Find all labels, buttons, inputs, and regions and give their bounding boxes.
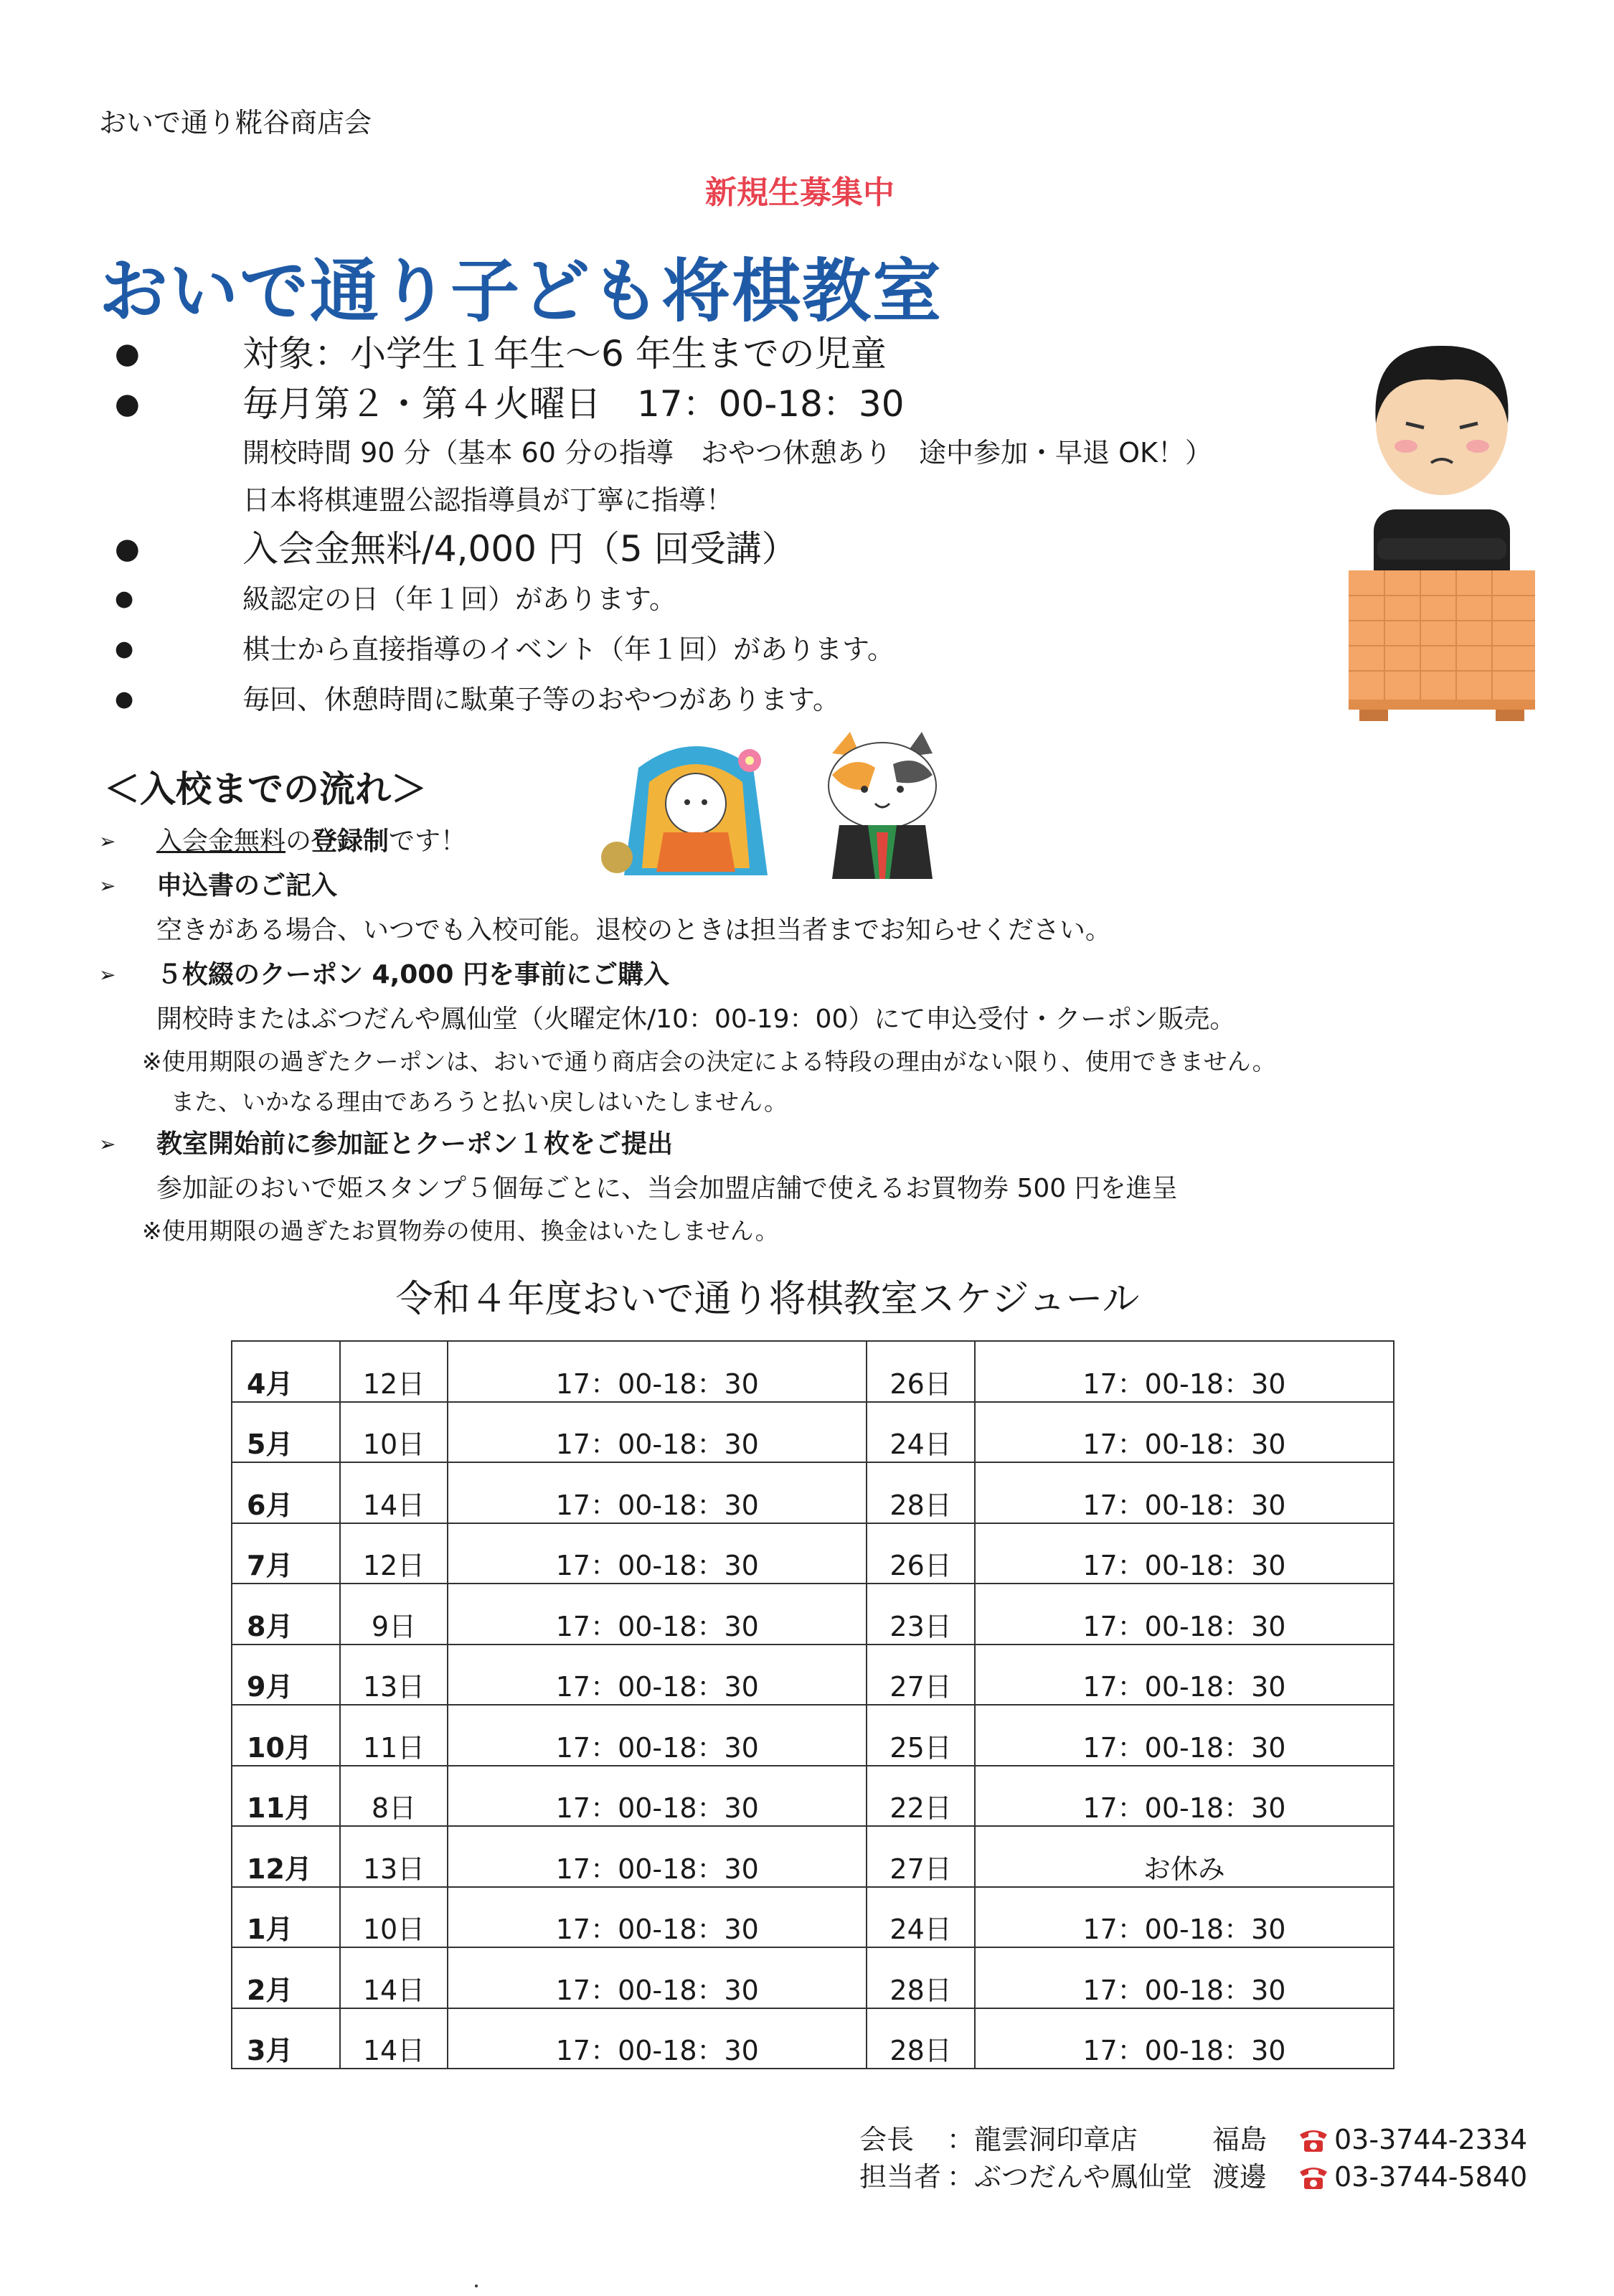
- bullet-text: 毎月第２・第４火曜日 17：00-18：30: [242, 383, 905, 425]
- arrow-icon: ➢: [99, 829, 116, 853]
- bullet-target: [115, 329, 1327, 379]
- schedule-date-1: 14日: [340, 1462, 448, 1523]
- bullet-text: 級認定の日（年１回）があります。: [242, 583, 676, 615]
- contact-tel: 03-3744-2334: [1334, 2124, 1528, 2155]
- bullet-icon: ●: [115, 387, 140, 420]
- flow-text: の: [285, 827, 312, 856]
- flow-item-note: ※使用期限の過ぎたクーポンは、おいで通り商店会の決定による特段の理由がない限り、使用できません。: [142, 1048, 1276, 1076]
- recruiting-banner: 新規生募集中: [705, 174, 895, 211]
- schedule-time-2: 17：00-18：30: [975, 1887, 1394, 1948]
- schedule-date-1: 13日: [340, 1826, 448, 1887]
- telephone-icon: [1297, 2163, 1330, 2191]
- schedule-row: [232, 1341, 1394, 1402]
- schedule-time-1: 17：00-18：30: [448, 1584, 867, 1645]
- schedule-row: [232, 1402, 1394, 1463]
- schedule-date-1: 10日: [340, 1887, 448, 1948]
- schedule-date-2: 27日: [867, 1645, 974, 1705]
- flow-item-submit: [99, 1122, 1498, 1251]
- schedule-date-1: 10日: [340, 1402, 448, 1463]
- contact-role: 担当者: [859, 2161, 942, 2193]
- schedule-time-2: 17：00-18：30: [975, 1645, 1394, 1705]
- schedule-month: 2月: [232, 1947, 340, 2008]
- registration-text: 登録制: [311, 827, 390, 856]
- schedule-time-2: 17：00-18：30: [975, 1705, 1394, 1766]
- contact-org: ：ぶつだんや鳳仙堂: [947, 2161, 1193, 2193]
- contact-name: 福島: [1212, 2124, 1268, 2155]
- contact-org: ：龍雲洞印章店: [947, 2124, 1138, 2155]
- scan-speck: [475, 2285, 478, 2287]
- bullet-text: 入会金無料/4,000 円（5 回受講）: [242, 528, 798, 570]
- schedule-date-2: 26日: [867, 1341, 974, 1402]
- bullet-snack: [115, 674, 1327, 725]
- schedule-date-2: 27日: [867, 1826, 974, 1887]
- schedule-row: [232, 1462, 1394, 1523]
- schedule-row: [232, 1947, 1394, 2008]
- schedule-time-1: 17：00-18：30: [448, 1705, 867, 1766]
- bullet-event: [115, 624, 1327, 674]
- flow-item-application: [99, 864, 1498, 953]
- enrollment-flow: [99, 819, 1498, 1251]
- schedule-time-2: 17：00-18：30: [975, 1766, 1394, 1827]
- schedule-time-2: 17：00-18：30: [975, 1341, 1394, 1402]
- schedule-month: 3月: [232, 2008, 340, 2069]
- contact-role: 会長: [859, 2124, 915, 2155]
- schedule-date-1: 8日: [340, 1766, 448, 1827]
- flow-item-registration: [99, 819, 1498, 864]
- bullet-text: 毎回、休憩時間に駄菓子等のおやつがあります。: [242, 684, 840, 715]
- schedule-time-2: 17：00-18：30: [975, 1402, 1394, 1463]
- arrow-icon: ➢: [99, 1132, 116, 1156]
- page-title: おいで通り子ども将棋教室: [99, 251, 943, 331]
- schedule-time-1: 17：00-18：30: [448, 1462, 867, 1523]
- bullet-icon: ●: [115, 687, 134, 712]
- schedule-date-1: 12日: [340, 1523, 448, 1584]
- bullet-fee: [115, 524, 1327, 574]
- arrow-icon: ➢: [99, 963, 116, 987]
- contact-staff: [859, 2158, 1527, 2196]
- schedule-month: 4月: [232, 1341, 340, 1402]
- free-fee-text: 入会金無料: [156, 827, 286, 856]
- association-name: おいで通り糀谷商店会: [99, 107, 372, 138]
- schedule-month: 5月: [232, 1402, 340, 1463]
- schedule-time-2: 17：00-18：30: [975, 2008, 1394, 2069]
- schedule-month: 10月: [232, 1705, 340, 1766]
- schedule-time-1: 17：00-18：30: [448, 1766, 867, 1827]
- schedule-date-1: 11日: [340, 1705, 448, 1766]
- schedule-date-2: 24日: [867, 1887, 974, 1948]
- schedule-time-1: 17：00-18：30: [448, 1947, 867, 2008]
- schedule-date-2: 25日: [867, 1705, 974, 1766]
- schedule-date-2: 28日: [867, 1462, 974, 1523]
- schedule-row: [232, 2008, 1394, 2069]
- contact-name: 渡邊: [1212, 2161, 1268, 2193]
- bullet-schedule: [115, 379, 1327, 429]
- schedule-date-1: 14日: [340, 1947, 448, 2008]
- telephone-icon: [1297, 2126, 1330, 2153]
- flow-item-heading: ５枚綴のクーポン 4,000 円を事前にご購入: [156, 960, 669, 989]
- schedule-time-2: 17：00-18：30: [975, 1523, 1394, 1584]
- schedule-time-1: 17：00-18：30: [448, 1645, 867, 1705]
- schedule-row: [232, 1887, 1394, 1948]
- schedule-time-2: 17：00-18：30: [975, 1584, 1394, 1645]
- flow-item-body: 開校時またはぶつだんや鳳仙堂（火曜定休/10：00-19：00）にて申込受付・クーポン販売。: [156, 1004, 1236, 1034]
- schedule-time-1: 17：00-18：30: [448, 1826, 867, 1887]
- schedule-date-1: 13日: [340, 1645, 448, 1705]
- bullet-grading: [115, 574, 1327, 624]
- schedule-date-1: 14日: [340, 2008, 448, 2069]
- contact-footer: [859, 2121, 1527, 2196]
- schedule-month: 9月: [232, 1645, 340, 1705]
- bullet-icon: ●: [115, 532, 140, 565]
- schedule-month: 1月: [232, 1887, 340, 1948]
- flow-item-note: また、いかなる理由であろうと払い戻しはいたしません。: [171, 1088, 788, 1116]
- flow-item-note: ※使用期限の過ぎたお買物券の使用、換金はいたしません。: [142, 1217, 779, 1245]
- schedule-row: [232, 1645, 1394, 1705]
- bullet-icon: ●: [115, 337, 140, 370]
- instructor-note: 日本将棋連盟公認指導員が丁寧に指導！: [242, 484, 734, 516]
- bullet-text: 棋士から直接指導のイベント（年１回）があります。: [242, 634, 895, 665]
- schedule-time-2: 17：00-18：30: [975, 1947, 1394, 2008]
- bullet-icon: ●: [115, 586, 134, 611]
- flow-text: です！: [389, 827, 467, 856]
- bullet-icon: ●: [115, 636, 134, 662]
- info-bullets: [115, 329, 1327, 725]
- schedule-month: 7月: [232, 1523, 340, 1584]
- flow-heading: ＜入校までの流れ＞: [104, 768, 427, 810]
- arrow-icon: ➢: [99, 874, 116, 898]
- schedule-time-2: お休み: [975, 1826, 1394, 1887]
- schedule-time-1: 17：00-18：30: [448, 1341, 867, 1402]
- schedule-time-2: 17：00-18：30: [975, 1462, 1394, 1523]
- schedule-date-2: 28日: [867, 2008, 974, 2069]
- schedule-row: [232, 1523, 1394, 1584]
- schedule-time-1: 17：00-18：30: [448, 1523, 867, 1584]
- schedule-date-1: 12日: [340, 1341, 448, 1402]
- schedule-date-1: 9日: [340, 1584, 448, 1645]
- schedule-month: 6月: [232, 1462, 340, 1523]
- contact-tel: 03-3744-5840: [1334, 2161, 1528, 2193]
- shogi-boy-illustration: [1334, 323, 1549, 725]
- schedule-date-2: 23日: [867, 1584, 974, 1645]
- flow-item-body: 空きがある場合、いつでも入校可能。退校のときは担当者までお知らせください。: [156, 916, 1111, 945]
- contact-chair: [859, 2121, 1527, 2158]
- schedule-date-2: 28日: [867, 1947, 974, 2008]
- schedule-time-1: 17：00-18：30: [448, 2008, 867, 2069]
- schedule-row: [232, 1826, 1394, 1887]
- schedule-date-2: 24日: [867, 1402, 974, 1463]
- flow-item-heading: 教室開始前に参加証とクーポン１枚をご提出: [156, 1129, 674, 1159]
- flow-item-coupon: [99, 953, 1498, 1122]
- schedule-row: [232, 1705, 1394, 1766]
- schedule-time-1: 17：00-18：30: [448, 1402, 867, 1463]
- schedule-row: [232, 1584, 1394, 1645]
- schedule-month: 11月: [232, 1766, 340, 1827]
- schedule-month: 12月: [232, 1826, 340, 1887]
- flow-item-heading: 申込書のご記入: [156, 871, 338, 900]
- schedule-title: 令和４年度おいで通り将棋教室スケジュール: [395, 1278, 1140, 1321]
- schedule-row: [232, 1766, 1394, 1827]
- schedule-date-2: 26日: [867, 1523, 974, 1584]
- duration-note: 開校時間 90 分（基本 60 分の指導 おやつ休憩あり 途中参加・早退 OK！）: [242, 437, 1212, 469]
- schedule-time-1: 17：00-18：30: [448, 1887, 867, 1948]
- schedule-month: 8月: [232, 1584, 340, 1645]
- bullet-text: 対象：小学生１年生～6 年生までの児童: [242, 333, 887, 375]
- schedule-date-2: 22日: [867, 1766, 974, 1827]
- schedule-table: [231, 1340, 1394, 2069]
- flow-item-body: 参加証のおいで姫スタンプ５個毎ごとに、当会加盟店舗で使えるお買物券 500 円を進呈: [156, 1174, 1178, 1203]
